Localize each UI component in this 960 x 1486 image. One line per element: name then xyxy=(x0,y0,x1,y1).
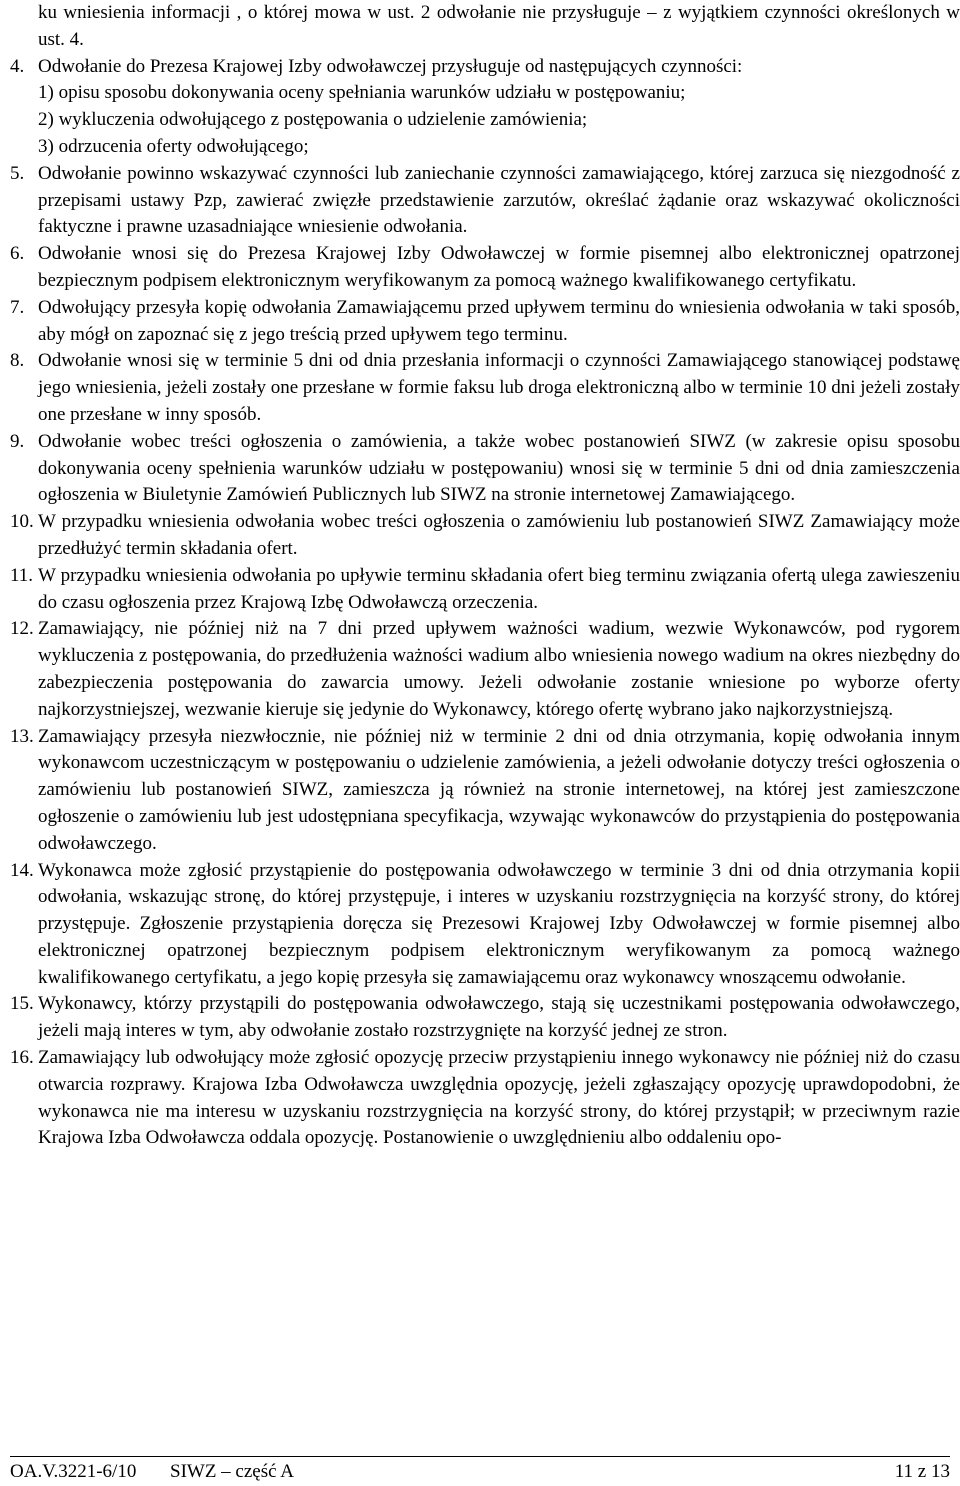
item-text: Wykonawca może zgłosić przystąpienie do postępowania odwoławczego w terminie 3 dni od dnia otrzymania kopii odwołania, wskazując stronę, do której przystępuje, i interes w uzyskaniu rozstrzygnięcia na korzyść strony, do której przystępuje. Zgłoszenie przystąpienia doręcza się Prezesowi Krajowej Izby Odwoławczej w formie pisemnej albo elektronicznej opatrzonej bezpiecznym podpisem elektronicznym weryfikowanym za pomocą ważnego kwalifikowanego certyfikatu, a jego kopię przesyła się zamawiającemu oraz wykonawcy wnoszącemu odwołanie. xyxy=(38,859,960,988)
item-number: 5. xyxy=(10,162,25,184)
item-text: Zamawiający lub odwołujący może zgłosić opozycję przeciw przystąpieniu innego wykonawcy nie później niż do czasu otwarcia rozprawy. Krajowa Izba Odwoławcza uwzględnia opozycję, jeżeli zgłaszający opozycję uprawdopodobni, że wykonawca nie ma interesu w uzyskaniu rozstrzygnięcia na korzyść strony, do której przystąpił; w przeciwnym razie Krajowa Izba Odwoławcza oddala opozycję. Postanowienie o uwzględnieniu albo oddaleniu opo- xyxy=(38,1047,960,1149)
list-item xyxy=(10,241,960,295)
item-number: 14. xyxy=(10,859,34,881)
item-text: Wykonawcy, którzy przystąpili do postępowania odwoławczego, stają się uczestnikami postępowania odwoławczego, jeżeli mają interes w tym, aby odwołanie zostało rozstrzygnięte na korzyść jednej ze stron. xyxy=(38,993,960,1042)
document-body xyxy=(10,0,960,1152)
item-text: Zamawiający przesyła niezwłocznie, nie później niż w terminie 2 dni od dnia otrzymania, kopię odwołania innym wykonawcom uczestniczącym w postępowaniu o udzielenie zamówienia, a jeżeli odwołanie dotyczy treści ogłoszenia o zamówieniu lub postanowień SIWZ, zamieszcza ją również na stronie internetowej, na której jest zamieszczone ogłoszenie o zamówieniu lub jest udostępniana specyfikacja, wzywając wykonawców do przystąpienia do postępowania odwoławczego. xyxy=(38,725,960,854)
item-text: Zamawiający, nie później niż na 7 dni przed upływem ważności wadium, wezwie Wykonawców, pod rygorem wykluczenia z postępowania, do przedłużenia ważności wadium albo wniesienia nowego wadium na okres niezbędny do zabezpieczenia postępowania do zawarcia umowy. Jeżeli odwołanie zostanie wniesione po wyborze oferty najkorzystniejszej, wezwanie kieruje się jedynie do Wykonawcy, którego ofertę wybrano jako najkorzystniejszą. xyxy=(38,618,960,720)
list-item xyxy=(10,509,960,563)
item-text: Odwołanie powinno wskazywać czynności lub zaniechanie czynności zamawiającego, której zarzuca się niezgodność z przepisami ustawy Pzp, zawierać zwięzłe przedstawienie zarzutów, określać żądanie oraz wskazywać okoliczności faktyczne i prawne uzasadniające wniesienie odwołania. xyxy=(38,162,960,238)
page-number: 11 z 13 xyxy=(894,1461,950,1482)
list-item xyxy=(10,429,960,509)
list-item xyxy=(10,991,960,1045)
sub-item: 1) opisu sposobu dokonywania oceny spełniania warunków udziału w postępowaniu; xyxy=(38,82,686,104)
item-text: Odwołanie wnosi się do Prezesa Krajowej Izby Odwoławczej w formie pisemnej albo elektronicznej opatrzonej bezpiecznym podpisem elektronicznym weryfikowanym za pomocą ważnego kwalifikowanego certyfikatu. xyxy=(38,243,960,291)
sub-item: 2) wykluczenia odwołującego z postępowania o udzielenie zamówienia; xyxy=(38,109,588,131)
list-item xyxy=(10,161,960,241)
item-number: 4. xyxy=(10,55,25,77)
item-text: Odwołanie do Prezesa Krajowej Izby odwoławczej przysługuje od następujących czynności: xyxy=(38,55,743,77)
item-text: Odwołanie wobec treści ogłoszenia o zamówienia, a także wobec postanowień SIWZ (w zakresie opisu sposobu dokonywania oceny spełnienia warunków udziału w postępowaniu) wnosi się w terminie 5 dni od dnia zamieszczenia ogłoszenia w Biuletynie Zamówień Publicznych lub SIWZ na stronie internetowej Zamawiającego. xyxy=(38,430,960,506)
item-number: 9. xyxy=(10,430,25,452)
list-item xyxy=(10,1045,960,1152)
item-number: 10. xyxy=(10,511,34,533)
item-number: 6. xyxy=(10,243,25,265)
item-number: 11. xyxy=(10,564,34,586)
item-text: Odwołujący przesyła kopię odwołania Zamawiającemu przed upływem terminu do wniesienia odwołania w taki sposób, aby mógł on zapoznać się z jego treścią przed upływem tego terminu. xyxy=(38,296,960,345)
item-number: 15. xyxy=(10,993,34,1015)
sub-item: 3) odrzucenia oferty odwołującego; xyxy=(38,135,309,157)
list-item xyxy=(10,724,960,858)
page-footer xyxy=(10,1456,950,1483)
item-text: W przypadku wniesienia odwołania wobec treści ogłoszenia o zamówieniu lub postanowień SIWZ Zamawiający może przedłużyć termin składania ofert. xyxy=(38,511,960,559)
list-item xyxy=(10,616,960,723)
continued-paragraph: ku wniesienia informacji , o której mowa w ust. 2 odwołanie nie przysługuje – z wyjątkiem czynności określonych w ust. 4. xyxy=(38,2,960,50)
document-title: SIWZ – część A xyxy=(170,1461,294,1482)
item-number: 16. xyxy=(10,1047,34,1069)
item-number: 13. xyxy=(10,725,34,747)
item-number: 8. xyxy=(10,350,25,372)
item-number: 7. xyxy=(10,296,25,318)
document-code: OA.V.3221-6/10 xyxy=(10,1461,137,1482)
list-item xyxy=(10,54,960,81)
list-item xyxy=(10,563,960,617)
list-item xyxy=(10,348,960,428)
item-text: Odwołanie wnosi się w terminie 5 dni od dnia przesłania informacji o czynności Zamawiającego stanowiącej podstawę jego wniesienia, jeżeli zostały one przesłane w formie faksu lub droga elektroniczną albo w terminie 10 dni jeżeli zostały one przesłane w inny sposób. xyxy=(38,350,960,425)
list-item xyxy=(10,858,960,992)
item-text: W przypadku wniesienia odwołania po upływie terminu składania ofert bieg terminu związania ofertą ulega zawieszeniu do czasu ogłoszenia przez Krajową Izbę Odwoławczą orzeczenia. xyxy=(38,564,960,613)
list-item xyxy=(10,295,960,349)
item-number: 12. xyxy=(10,618,34,640)
